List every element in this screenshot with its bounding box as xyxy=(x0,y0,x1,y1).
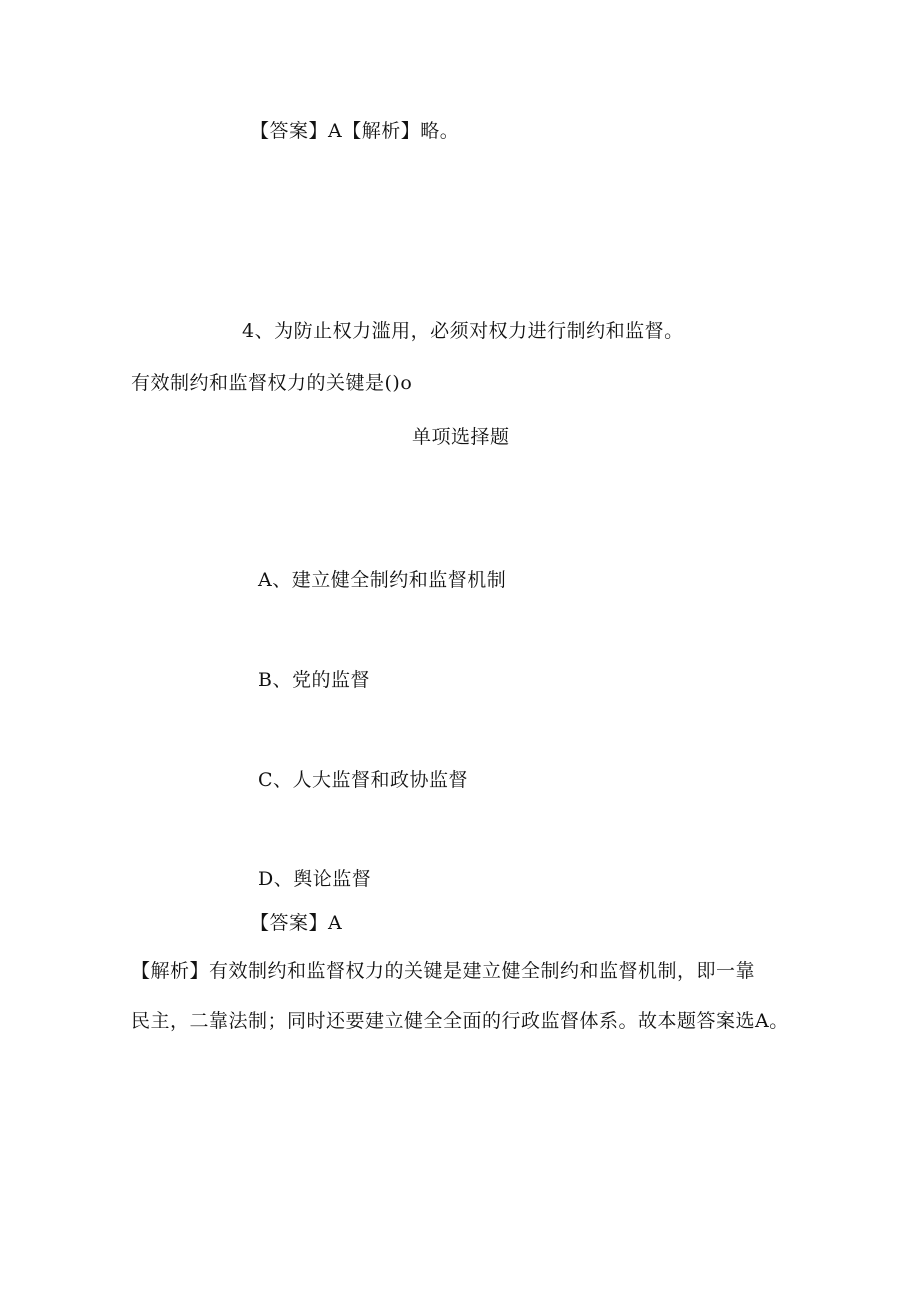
answer-line: 【答案】A xyxy=(250,912,343,934)
option-b: B、党的监督 xyxy=(258,669,370,691)
question-stem-line-2: 有效制约和监督权力的关键是()o xyxy=(131,372,413,394)
question-stem-line-1: 4、为防止权力滥用，必须对权力进行制约和监督。 xyxy=(242,320,684,342)
option-d: D、舆论监督 xyxy=(258,868,372,890)
previous-answer-line: 【答案】A【解析】略。 xyxy=(250,120,460,142)
analysis-line-1: 【解析】有效制约和监督权力的关键是建立健全制约和监督机制，即一靠 xyxy=(131,960,756,982)
question-type-label: 单项选择题 xyxy=(412,426,510,448)
option-c: C、人大监督和政协监督 xyxy=(258,769,469,791)
option-a: A、建立健全制约和监督机制 xyxy=(258,569,507,591)
analysis-line-2: 民主，二靠法制；同时还要建立健全全面的行政监督体系。故本题答案选A。 xyxy=(131,1010,789,1032)
